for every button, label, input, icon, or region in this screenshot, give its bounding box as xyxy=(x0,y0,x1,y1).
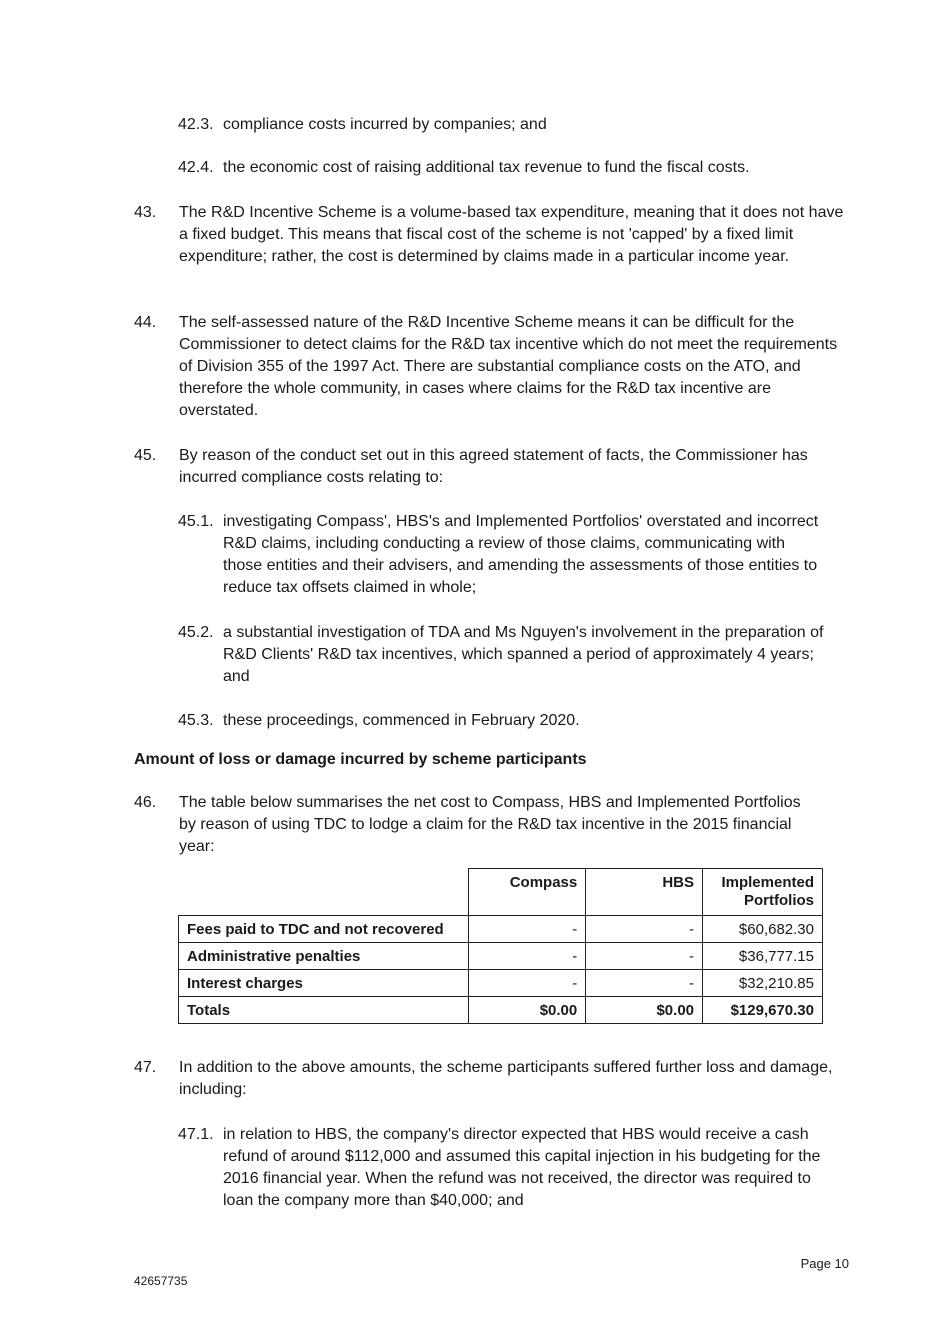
paragraph-number: 47.1. xyxy=(178,1126,214,1143)
paragraph-47-1 xyxy=(178,1124,828,1212)
paragraph-text: these proceedings, commenced in February 2020. xyxy=(223,712,580,729)
paragraph-text: cash refund of around $112,000 and assumed this capital injection in his budgeting for the 2016 financial year. When the refund was not received, the director was required to loan the company more than $40,000; and xyxy=(223,1126,821,1209)
paragraph-number: 45. xyxy=(134,447,157,464)
paragraph-text: The R&D Incentive Scheme is a volume-based tax expenditure, meaning that it does not have a fixed budget. This means that fiscal cost of the scheme is not 'capped' by a fixed limit expenditure; rather, the cost is determined by claims made in a particular income year. xyxy=(179,204,844,265)
table-row xyxy=(179,943,823,970)
paragraph-42-3 xyxy=(178,114,828,136)
paragraph-text: compliance costs incurred by companies; and xyxy=(223,116,547,133)
row-label: Interest charges xyxy=(179,970,469,997)
paragraph-text-first-line: a substantial investigation of TDA and Ms Nguyen's involvement in the xyxy=(223,624,721,641)
column-header: Compass xyxy=(469,869,586,916)
table-cell: - xyxy=(469,916,586,943)
paragraph-42-4 xyxy=(178,157,828,179)
document-id: 42657735 xyxy=(134,1274,188,1288)
table-cell: - xyxy=(586,916,703,943)
paragraph-46 xyxy=(134,792,854,858)
table-cell: $0.00 xyxy=(586,997,703,1024)
paragraph-text: The table below summarises the net cost to Compass, HBS and Implemented Portfolios by reason of using TDC to lodge a claim for the R&D tax incentive in the 2015 financial year: xyxy=(179,794,801,855)
row-label: Administrative penalties xyxy=(179,943,469,970)
table-cell: - xyxy=(469,943,586,970)
table-cell: - xyxy=(586,970,703,997)
paragraph-text: incorrect R&D claims, including conducting a review of those claims, communicating with those entities and their advisers, and amending the assessments of those entities to reduce tax offsets claimed in whole; xyxy=(223,513,819,596)
paragraph-number: 45.3. xyxy=(178,712,214,729)
paragraph-47 xyxy=(134,1057,854,1101)
table-cell: $129,670.30 xyxy=(703,997,823,1024)
paragraph-text-first-line: investigating Compass', HBS's and Implemented Portfolios' overstated and xyxy=(223,513,753,530)
paragraph-number: 45.2. xyxy=(178,624,214,641)
paragraph-45-3 xyxy=(178,710,828,732)
paragraph-number: 42.3. xyxy=(178,116,214,133)
paragraph-text: The self-assessed nature of the R&D Incentive Scheme means it can be difficult for the Commissioner to detect claims for the R&D tax incentive which do not meet the requirements of Division 355 of the 1997 Act. There are substantial compliance costs on the ATO, and therefore the whole community, in cases where claims for the R&D tax incentive are overstated. xyxy=(179,314,838,419)
paragraph-text: In addition to the above amounts, the scheme participants suffered further loss and damage, including: xyxy=(179,1059,833,1098)
paragraph-number: 44. xyxy=(134,314,157,331)
loss-table xyxy=(178,868,823,1024)
table-row xyxy=(179,916,823,943)
table-cell: $60,682.30 xyxy=(703,916,823,943)
paragraph-number: 47. xyxy=(134,1059,157,1076)
paragraph-number: 42.4. xyxy=(178,159,214,176)
paragraph-45-2 xyxy=(178,622,828,688)
paragraph-45 xyxy=(134,445,854,489)
paragraph-44 xyxy=(134,312,854,422)
table-cell: - xyxy=(469,970,586,997)
table-header-row xyxy=(179,869,823,916)
paragraph-text: the economic cost of raising additional tax revenue to fund the fiscal costs. xyxy=(223,159,750,176)
row-label: Totals xyxy=(179,997,469,1024)
paragraph-43 xyxy=(134,202,854,268)
paragraph-45-1 xyxy=(178,511,828,599)
paragraph-number: 46. xyxy=(134,794,157,811)
paragraph-number: 45.1. xyxy=(178,513,214,530)
table-cell: $36,777.15 xyxy=(703,943,823,970)
table-row xyxy=(179,970,823,997)
table-cell: $32,210.85 xyxy=(703,970,823,997)
page-number: Page 10 xyxy=(800,1256,849,1271)
row-label: Fees paid to TDC and not recovered xyxy=(179,916,469,943)
column-header: Implemented Portfolios xyxy=(703,869,823,916)
paragraph-number: 43. xyxy=(134,204,157,221)
paragraph-text: preparation of R&D Clients' R&D tax incentives, which spanned a period of approximately 4 years; and xyxy=(223,624,824,685)
table-totals-row xyxy=(179,997,823,1024)
table-cell: - xyxy=(586,943,703,970)
section-heading: Amount of loss or damage incurred by scheme participants xyxy=(134,751,587,768)
column-header: HBS xyxy=(586,869,703,916)
paragraph-text: By reason of the conduct set out in this agreed statement of facts, the Commissioner has incurred compliance costs relating to: xyxy=(179,447,808,486)
table-corner-cell xyxy=(179,869,469,916)
paragraph-text-first-line: in relation to HBS, the company's director expected that HBS would receive a xyxy=(223,1126,771,1143)
table-cell: $0.00 xyxy=(469,997,586,1024)
